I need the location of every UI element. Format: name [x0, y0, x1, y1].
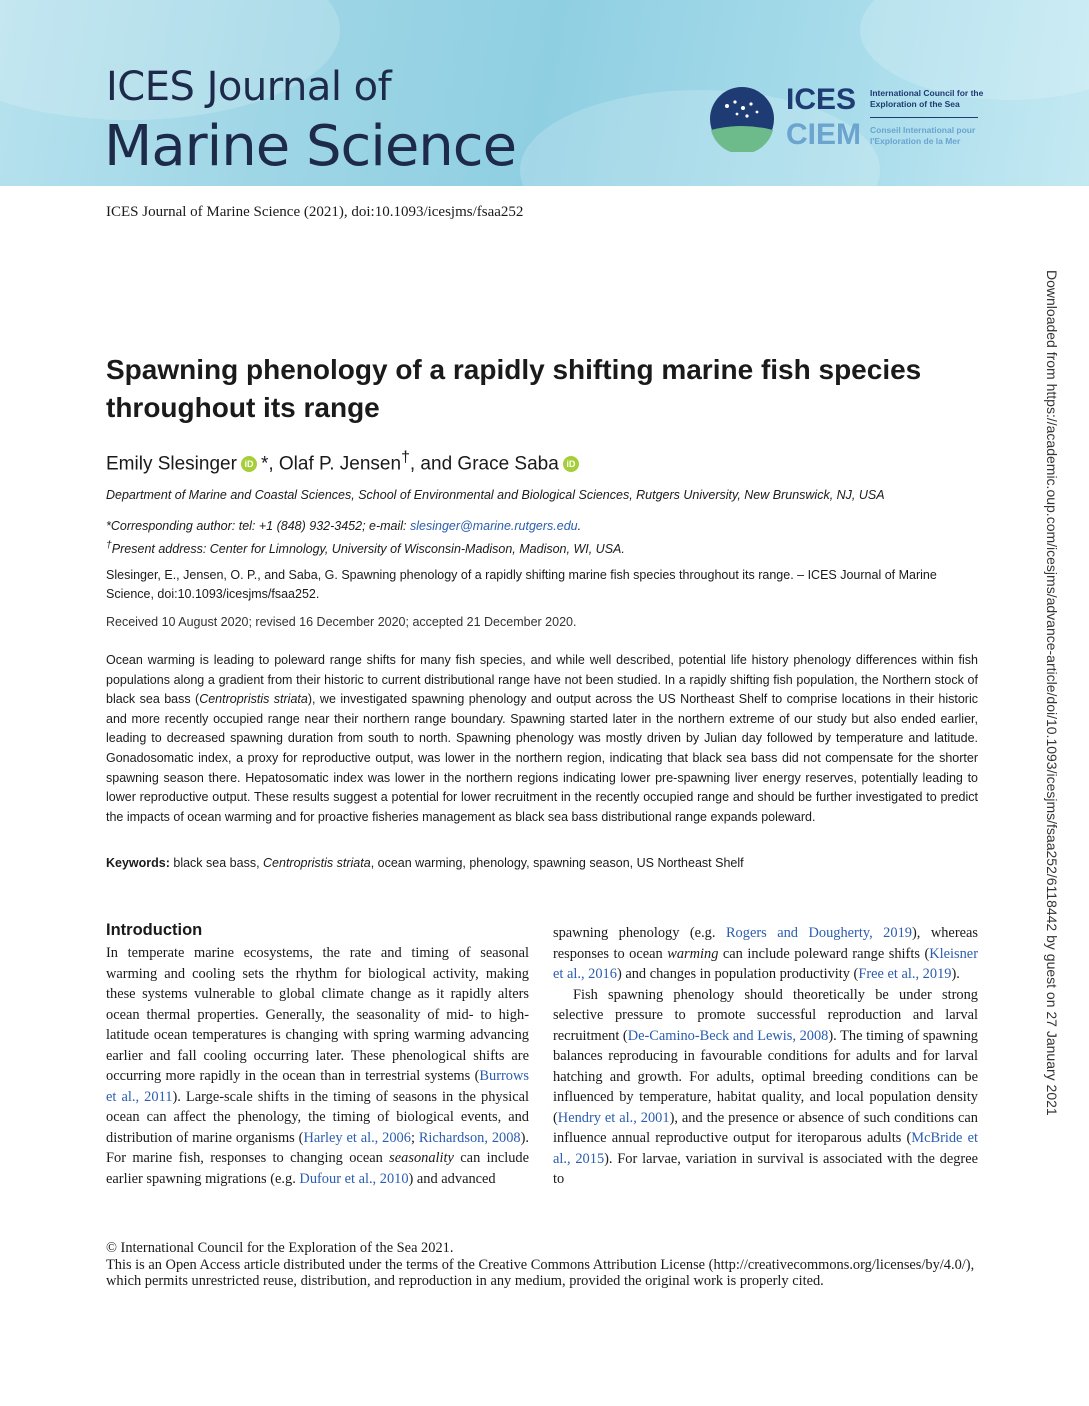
reference-link[interactable]: McBride et al., 2015 [553, 1130, 978, 1167]
license-text: This is an Open Access article distributed under the terms of the Creative Commons Attribution License (http://creativecommons.org/licenses/by/4.0/), which permits unrestricted reuse, distribution, and reproduction in any medium, provided the original work is properly cited. [106, 1256, 975, 1289]
dagger-mark: † [106, 540, 112, 551]
body-column-left [106, 943, 529, 1189]
body-text: ). For marine fish, responses to changing ocean [106, 1129, 529, 1166]
council-name-english: International Council for the Exploration of the Sea [870, 88, 984, 109]
body-column-right [553, 923, 978, 1190]
affiliation: Department of Marine and Coastal Sciences, School of Environmental and Biological Sciences, Rutgers University, New Brunswick, NJ, USA [106, 488, 885, 502]
reference-link[interactable]: Rogers and Dougherty, 2019 [725, 925, 912, 941]
reference-link[interactable]: Burrows et al., 2011 [106, 1068, 529, 1105]
body-text: ) and advanced [408, 1170, 496, 1187]
section-heading-introduction: Introduction [106, 921, 203, 939]
journal-name-line1: ICES Journal of [106, 64, 392, 110]
copyright-line: © International Council for the Exploration of the Sea 2021. [106, 1240, 454, 1256]
author-list [106, 449, 583, 475]
keyword-text: black sea bass, [169, 856, 264, 870]
body-text: warming [667, 945, 719, 962]
body-text: ). Large-scale shifts in the timing of seasons in the physical ocean can affect the phenology, the timing of biological events, and distribution of marine organisms ( [106, 1088, 529, 1146]
author-name[interactable]: *, Olaf P. Jensen [260, 453, 402, 475]
corresponding-author: *Corresponding author: tel: +1 (848) 932-3452; e-mail: [106, 519, 410, 533]
body-text: seasonality [389, 1150, 454, 1166]
present-address: Present address: Center for Limnology, University of Wisconsin-Madison, Madison, WI, USA. [111, 542, 625, 557]
species-name: Centropristis striata [199, 692, 308, 707]
body-text: ). [951, 966, 960, 982]
reference-link[interactable]: Dufour et al., 2010 [299, 1170, 409, 1187]
abstract-text: Ocean warming is leading to poleward range shifts for many fish species, and while well described, potential life history phenology differences within fish populations along a gradient from their historic to current distributional range have not been studied. In a rapidly shifting fish population, the Northern stock of black sea bass ( [106, 653, 978, 707]
paragraph [553, 985, 978, 1190]
author-name[interactable]: Emily Slesinger [106, 453, 237, 475]
reference-link[interactable]: Richardson, 2008 [418, 1129, 521, 1146]
keywords-label: Keywords: [106, 856, 170, 870]
reference-link[interactable]: Harley et al., 2006 [303, 1129, 411, 1146]
dagger-mark: † [401, 449, 410, 466]
body-text: can include earlier spawning migrations (e.g. [106, 1150, 529, 1187]
journal-name-line2: Marine Science [104, 114, 517, 179]
journal-banner [0, 0, 1089, 186]
body-text: ). For larvae, variation in survival is associated with the degree to [553, 1150, 978, 1187]
how-to-cite: Slesinger, E., Jensen, O. P., and Saba, G. Spawning phenology of a rapidly shifting marine fish species throughout its range. – ICES Journal of Marine Science, doi:10.1093/icesjms/fsaa252. [106, 568, 937, 601]
punctuation: . [577, 519, 582, 533]
body-text: In temperate marine ecosystems, the rate and timing of seasonal warming and cooling sets the rhythm for biological activity, making these systems vulnerable to global climate change as it rapidly alters ocean thermal properties. Generally, the seasonality of mid- to high-latitude ocean temperatures is changing with spring warming advancing earlier and fall cooling occurring later. These phenological shifts are occurring more rapidly in the ocean than in terrestrial systems ( [106, 945, 529, 1084]
banner-wave [860, 0, 1089, 100]
email-link[interactable]: slesinger@marine.rutgers.edu [410, 519, 578, 533]
paragraph [106, 943, 529, 1189]
reference-link[interactable]: De-Camino-Beck and Lewis, 2008 [627, 1027, 829, 1044]
article-title: Spawning phenology of a rapidly shifting marine fish species throughout its range [106, 354, 922, 423]
orcid-icon[interactable]: iD [241, 456, 257, 472]
keywords [106, 856, 978, 870]
logo-ciem-text: CIEM [786, 118, 861, 151]
keyword-species: Centropristis striata [263, 856, 371, 870]
keyword-text: , ocean warming, phenology, spawning season, US Northeast Shelf [370, 856, 744, 870]
ices-logo-icon [709, 86, 775, 152]
abstract [106, 651, 978, 827]
paragraph [553, 923, 978, 985]
author-name[interactable]: , and Grace Saba [409, 453, 559, 475]
article-dates: Received 10 August 2020; revised 16 December 2020; accepted 21 December 2020. [106, 615, 577, 629]
orcid-icon[interactable]: iD [563, 456, 579, 472]
body-text: can include poleward range shifts ( [718, 945, 930, 962]
body-text: ), and the presence or absence of such conditions can influence annual reproductive output for iteroparous adults ( [553, 1109, 979, 1146]
reference-link[interactable]: Free et al., 2019 [858, 966, 952, 982]
reference-link[interactable]: Kleisner et al., 2016 [553, 945, 978, 982]
logo-ices-text: ICES [786, 83, 857, 116]
body-text: Fish spawning phenology should theoretically be under strong selective pressure to promote successful reproduction and larval recruitment ( [553, 986, 978, 1044]
body-text: ) and changes in population productivity ( [616, 966, 859, 982]
download-watermark: Downloaded from https://academic.oup.com/icesjms/advance-article/doi/10.1093/icesjms/fsaa252/6118442 by guest on 27 January 2021 [1044, 270, 1060, 1116]
body-text: ). The timing of spawning balances reproducing in favourable conditions for adults and for larval hatching and growth. For adults, optimal breeding conditions can be influenced by temperature, habitat quality, and local population density ( [553, 1027, 978, 1126]
reference-link[interactable]: Hendry et al., 2001 [557, 1109, 670, 1126]
body-text: spawning phenology (e.g. [553, 925, 726, 941]
council-name-french: Conseil International pour l'Exploration de la Mer [870, 125, 976, 146]
correspondence [106, 516, 625, 559]
body-text: ), whereas responses to ocean [553, 925, 978, 962]
body-text: ; [410, 1129, 419, 1146]
journal-citation-line: ICES Journal of Marine Science (2021), doi:10.1093/icesjms/fsaa252 [106, 204, 524, 220]
copyright-notice [106, 1240, 978, 1290]
abstract-text: ), we investigated spawning phenology and output across the US Northeast Shelf to comprise locations in their historic and more recently occupied range near their northern range boundary. Spawning started later in the northern extreme of our study but also ended earlier, leading to decreased spawning duration from south to north. Spawning phenology was mostly driven by Julian day followed by temperature and latitude. Gonadosomatic index, a proxy for reproductive output, was lower in the northern region, indicating that black sea bass did not compensate for the shorter spawning season there. Hepatosomatic index was lower in the northern regions indicating lower pre-spawning liver energy reserves, potentially leading to lower reproductive output. These results suggest a potential for lower recruitment in the recently occupied range and should be further investigated to predict the impacts of ocean warming and for proactive fisheries management as black sea bass distributional range expands poleward. [106, 692, 978, 824]
logo-divider [870, 117, 978, 118]
